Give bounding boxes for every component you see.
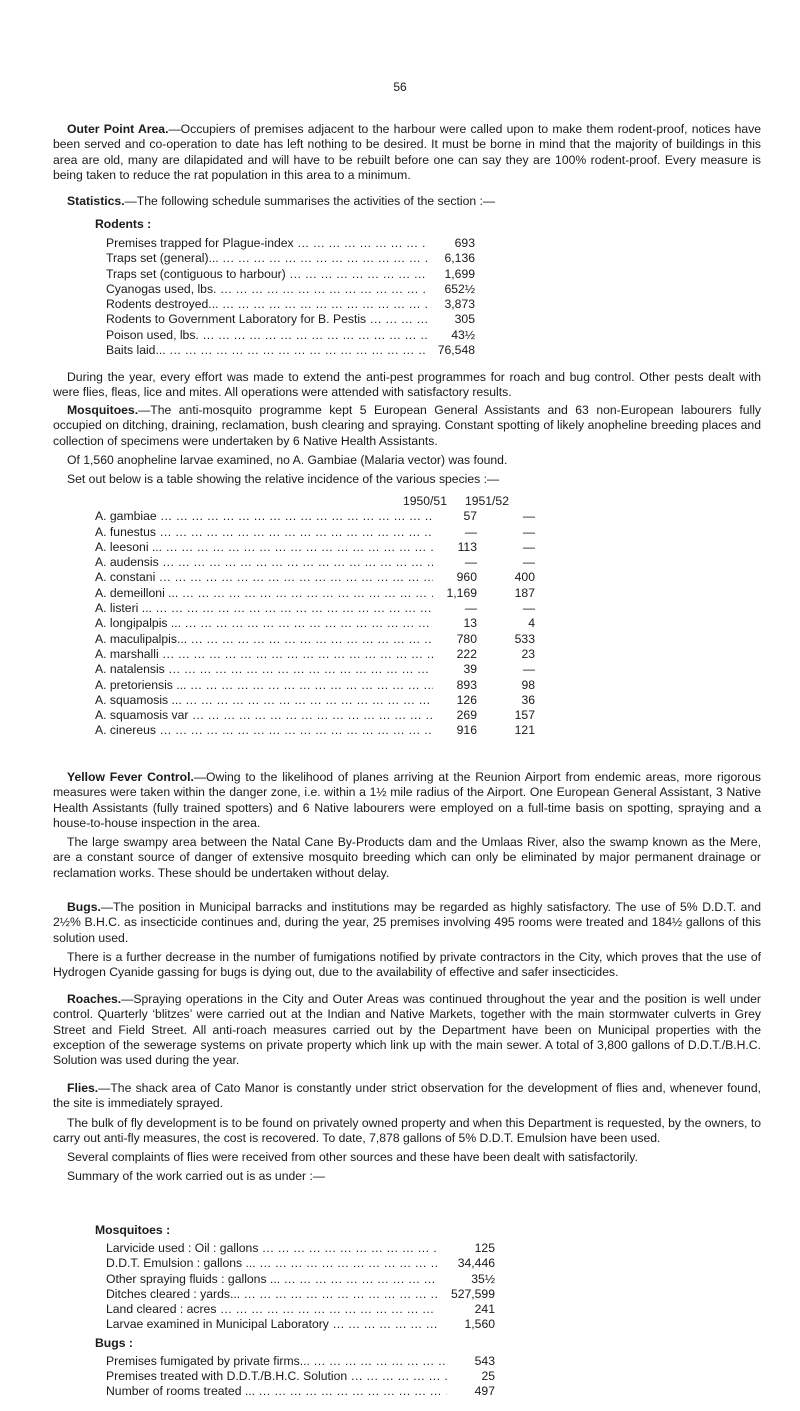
yellow-fever-heading: Yellow Fever Control. [67,770,194,784]
species-1951-52-value: — [522,509,535,524]
species-1950-51-value: 13 [463,616,477,631]
table-intro: Set out below is a table showing the relative incidence of the various species :— [67,472,500,487]
rodent-label: Rodents destroyed... [106,297,219,312]
larvae-sentence: Of 1,560 anopheline larvae examined, no A. Gambiae (Malaria vector) was found. [67,452,508,467]
rodent-row [106,282,475,297]
rodent-label: Cyanogas used, lbs. [106,281,217,296]
fumigation-paragraph: There is a further decrease in the number of fumigations notified by private contractors in the City, which proves that the use of Hydrogen Cyanide gassing for bugs is dying out, due to the availability of effective and safer insecticides. [53,949,761,980]
yellow-fever-body: —Owing to the likelihood of planes arriving at the Reunion Airport from endemic areas, more rigorous measures were taken within the danger zone, i.e. within a 1½ mile radius of the Airport. One European General Assistant, 3 Native Health Assistants (fully trained spotters) and 6 Native labourers were employed on a full-time basis on spotting, spraying and a house-to-house inspection in the area. [53,770,761,830]
species-1951-52-value: 187 [514,585,535,600]
species-1951-52-value: 4 [528,616,535,631]
leader-dots [255,1384,447,1399]
species-name: A. gambiae [95,509,157,524]
rodent-value: 1,699 [444,266,475,281]
leader-dots [294,236,427,251]
species-name: A. constani [95,570,156,585]
rodents-list [95,236,475,358]
header-1951-52: 1951/52 [464,494,509,508]
leader-dots [188,708,433,723]
species-1950-51-value: 57 [463,509,477,524]
species-1951-52-value: — [522,539,535,554]
summary-mosquito-value: 241 [474,1302,495,1317]
summary-section [95,1222,495,1400]
rodent-row [106,236,475,251]
rodent-value: 43½ [451,327,475,342]
rodent-row [106,267,475,282]
species-name: A. squamosis var [95,708,189,723]
summary-mosquito-value: 1,560 [464,1317,495,1332]
leader-dots [240,1287,437,1302]
leader-dots [219,251,427,266]
anti-pest-body: During the year, every effort was made to extend the anti-pest programmes for roach and bug control. Other pests dealt with were flies, fleas, lice and mites. All operations were attended with satisfactory results. [53,370,761,400]
leader-dots [182,693,433,708]
fly-complaints: Several complaints of flies were received from other sources and these have been dealt with satisfactorily. [67,1150,638,1165]
leader-dots [310,1354,447,1369]
species-1951-52-value: 36 [521,692,535,707]
summary-mosquito-value: 125 [474,1241,495,1255]
species-rows [95,509,535,738]
rodent-value: 305 [454,312,475,327]
summary-intro: Summary of the work carried out is as under :— [67,1169,326,1184]
roaches-paragraph [53,992,761,1068]
fly-bulk-paragraph: The bulk of fly development is to be found on privately owned property and when this Department is requested, by the owners, to carry out anti-fly measures, the cost is recovered. To date, 7,878 gallons of 5% D.D.T. Emulsion have been used. [53,1115,761,1145]
species-row [95,708,535,723]
species-1951-52-value: 98 [521,677,535,692]
species-1951-52-value: 157 [514,708,535,723]
leader-dots [258,1241,437,1256]
leader-dots [162,540,433,555]
summary-mosquito-label: Larvicide used : Oil : gallons [106,1241,259,1255]
species-name: A. funestus [95,524,156,539]
leader-dots [159,555,433,570]
statistics-heading: Statistics. [67,194,125,208]
species-name: A. demeilloni ... [95,585,179,600]
summary-bug-row [106,1369,495,1384]
species-1950-51-value: 1,169 [446,585,477,600]
summary-mosquitoes-title: Mosquitoes : [95,1223,171,1237]
rodent-row [106,328,475,343]
rodent-label: Rodents to Government Laboratory for B. Pestis [106,312,367,327]
rodent-value: 76,548 [437,343,475,358]
rodent-row [106,251,475,266]
leader-dots [256,1256,437,1271]
species-1950-51-value: 222 [456,646,477,661]
species-row [95,662,535,677]
leader-dots [187,632,433,647]
leader-dots [157,509,433,524]
species-row [95,509,535,524]
leader-dots [216,1302,437,1317]
species-name: A. natalensis [95,662,165,677]
species-name: A. maculipalpis... [95,631,188,646]
leader-dots [280,1272,437,1287]
rodent-label: Baits laid... [106,343,166,358]
species-1951-52-value: — [522,524,535,539]
summary-mosquito-row [106,1272,495,1287]
species-1950-51-value: 893 [456,677,477,692]
species-row [95,647,535,662]
species-1950-51-value: 960 [456,570,477,585]
species-1950-51-value: 780 [456,631,477,646]
leader-dots [166,343,427,358]
rodent-value: 6,136 [444,251,475,266]
statistics-body: —The following schedule summarises the activities of the section :— [124,194,496,208]
mosquitoes-body: —The anti-mosquito programme kept 5 European General Assistants and 63 non-European labourers fully occupied on ditching, draining, reclamation, bush clearing and spraying. Constant spotting of likely anopheline breeding places and collection of specimens were undertaken by 6 Native Health Assistants. [53,403,761,448]
species-row [95,601,535,616]
rodent-label: Poison used, lbs. [106,327,199,342]
summary-bug-label: Premises treated with D.D.T./B.H.C. Solution [106,1369,348,1384]
species-row [95,678,535,693]
summary-mosquito-label: Land cleared : acres [106,1302,217,1317]
species-1951-52-value: — [522,555,535,570]
flies-heading: Flies. [67,1081,99,1095]
species-row [95,586,535,601]
summary-bug-value: 25 [481,1369,495,1384]
bugs-heading: Bugs. [67,900,101,914]
bugs-body: —The position in Municipal barracks and institutions may be regarded as highly satisfactory. The use of 5% D.D.T. and 2½% B.H.C. as insecticide continues and, during the year, 25 premises involving 495 rooms were treated and 184½ gallons of this solution used. [53,900,761,945]
species-1950-51-value: — [464,601,477,616]
rodent-value: 652½ [444,281,475,296]
roaches-body: —Spraying operations in the City and Outer Areas was continued throughout the year and the position is well under control. Quarterly ‘blitzes’ were carried out at the Indian and Native Markets, together with the main stormwater culverts in Grey Street and Field Street. All anti-roach measures carried out by the Department have been on Municipal properties with the exception of the sewerage systems on private property which link up with the main sewer. A total of 3,800 gallons of D.D.T./B.H.C. Solution was used during the year. [53,992,761,1068]
rodent-label: Traps set (contiguous to harbour) [106,266,286,281]
rodents-title: Rodents : [95,217,152,231]
roaches-heading: Roaches. [67,992,122,1006]
bugs-paragraph [53,900,761,980]
species-1951-52-value: — [522,662,535,677]
species-1951-52-value: 121 [514,723,535,738]
species-row [95,693,535,708]
flies-paragraph [53,1081,761,1185]
rodent-row [106,343,475,358]
leader-dots [152,601,433,616]
leader-dots [181,616,433,631]
species-1951-52-value: — [522,601,535,616]
leader-dots [156,723,433,738]
summary-mosquito-row [106,1256,495,1271]
species-name: A. audensis [95,555,159,570]
species-row [95,540,535,555]
leader-dots [186,678,433,693]
leader-dots [178,586,433,601]
outer-point-body: —Occupiers of premises adjacent to the harbour were called upon to make them rodent-proof, notices have been served and co-operation to date has left nothing to be desired. It must be borne in mind that the majority of buildings in this area are old, many are dilapidated and will have to be rebuilt before one can say they are 100% rodent-proof. Every measure is being taken to reduce the rat population in this area to a minimum. [53,122,761,182]
summary-mosquito-row [106,1302,495,1317]
species-1951-52-value: 400 [514,570,535,585]
species-name: A. squamosis ... [95,692,182,707]
species-1950-51-value: 39 [463,662,477,677]
rodent-label: Traps set (general)... [106,251,219,266]
leader-dots [286,267,427,282]
species-row [95,723,535,738]
summary-mosquito-label: Ditches cleared : yards... [106,1286,241,1301]
summary-mosquitoes-list [95,1241,495,1333]
summary-bug-value: 543 [474,1353,495,1368]
summary-bugs-title: Bugs : [95,1335,133,1350]
summary-bugs-list [95,1354,495,1400]
statistics-paragraph [53,194,761,209]
species-name: A. listeri ... [95,601,152,616]
species-name: A. leesoni ... [95,539,163,554]
leader-dots [366,312,427,327]
species-1950-51-value: — [464,524,477,539]
leader-dots [329,1317,437,1332]
outer-point-heading: Outer Point Area. [67,122,169,136]
mosquitoes-paragraph [53,403,761,487]
leader-dots [347,1369,447,1384]
species-table [95,494,535,739]
species-1950-51-value: 126 [456,692,477,707]
summary-bug-value: 497 [474,1384,495,1399]
summary-mosquito-value: 527,599 [450,1286,495,1301]
species-name: A. pretoriensis ... [95,677,187,692]
summary-mosquito-row [106,1287,495,1302]
species-row [95,570,535,585]
summary-mosquito-value: 35½ [471,1271,495,1286]
rodent-value: 693 [454,236,475,250]
species-table-header [95,494,535,509]
species-row [95,555,535,570]
species-row [95,616,535,631]
outer-point-paragraph [53,122,761,183]
species-row [95,632,535,647]
anti-pest-paragraph [53,370,761,401]
rodent-value: 3,873 [444,297,475,312]
header-1950-51: 1950/51 [402,494,447,508]
species-name: A. marshalli [95,646,159,661]
species-1950-51-value: 269 [456,708,477,723]
page-number: 56 [393,80,407,94]
summary-mosquito-row [106,1317,495,1332]
species-1950-51-value: 916 [456,723,477,738]
summary-mosquito-value: 34,446 [457,1256,495,1271]
mosquitoes-heading: Mosquitoes. [67,403,139,417]
leader-dots [218,297,427,312]
summary-mosquito-label: Other spraying fluids : gallons ... [106,1271,281,1286]
species-name: A. cinereus [95,723,156,738]
summary-mosquito-label: D.D.T. Emulsion : gallons ... [106,1256,256,1271]
summary-bug-label: Number of rooms treated ... [106,1384,256,1399]
swamp-paragraph: The large swampy area between the Natal Cane By-Products dam and the Umlaas River, also the swamp known as the Mere, are a constant source of danger of extensive mosquito breeding which can only be eliminated by major permanent drainage or reclamation works. These should be undertaken without delay. [53,835,761,880]
flies-body: —The shack area of Cato Manor is constantly under strict observation for the development of flies and, whenever found, the site is immediately sprayed. [53,1081,761,1111]
rodent-row [106,312,475,327]
rodent-row [106,297,475,312]
species-1951-52-value: 23 [521,646,535,661]
species-row [95,525,535,540]
yellow-fever-paragraph [53,770,761,881]
species-1950-51-value: 113 [457,539,477,554]
summary-bug-row [106,1384,495,1399]
leader-dots [156,525,433,540]
leader-dots [199,328,427,343]
summary-mosquito-label: Larvae examined in Municipal Laboratory [106,1317,329,1332]
leader-dots [159,647,433,662]
species-1950-51-value: — [464,555,477,570]
leader-dots [165,662,433,677]
summary-bug-label: Premises fumigated by private firms... [106,1353,310,1368]
species-1951-52-value: 533 [514,631,535,646]
species-name: A. longipalpis ... [95,616,182,631]
summary-bug-row [106,1354,495,1369]
leader-dots [216,282,427,297]
leader-dots [155,570,433,585]
rodent-label: Premises trapped for Plague-index [106,236,294,250]
summary-mosquito-row [106,1241,495,1256]
rodents-section [95,216,475,358]
